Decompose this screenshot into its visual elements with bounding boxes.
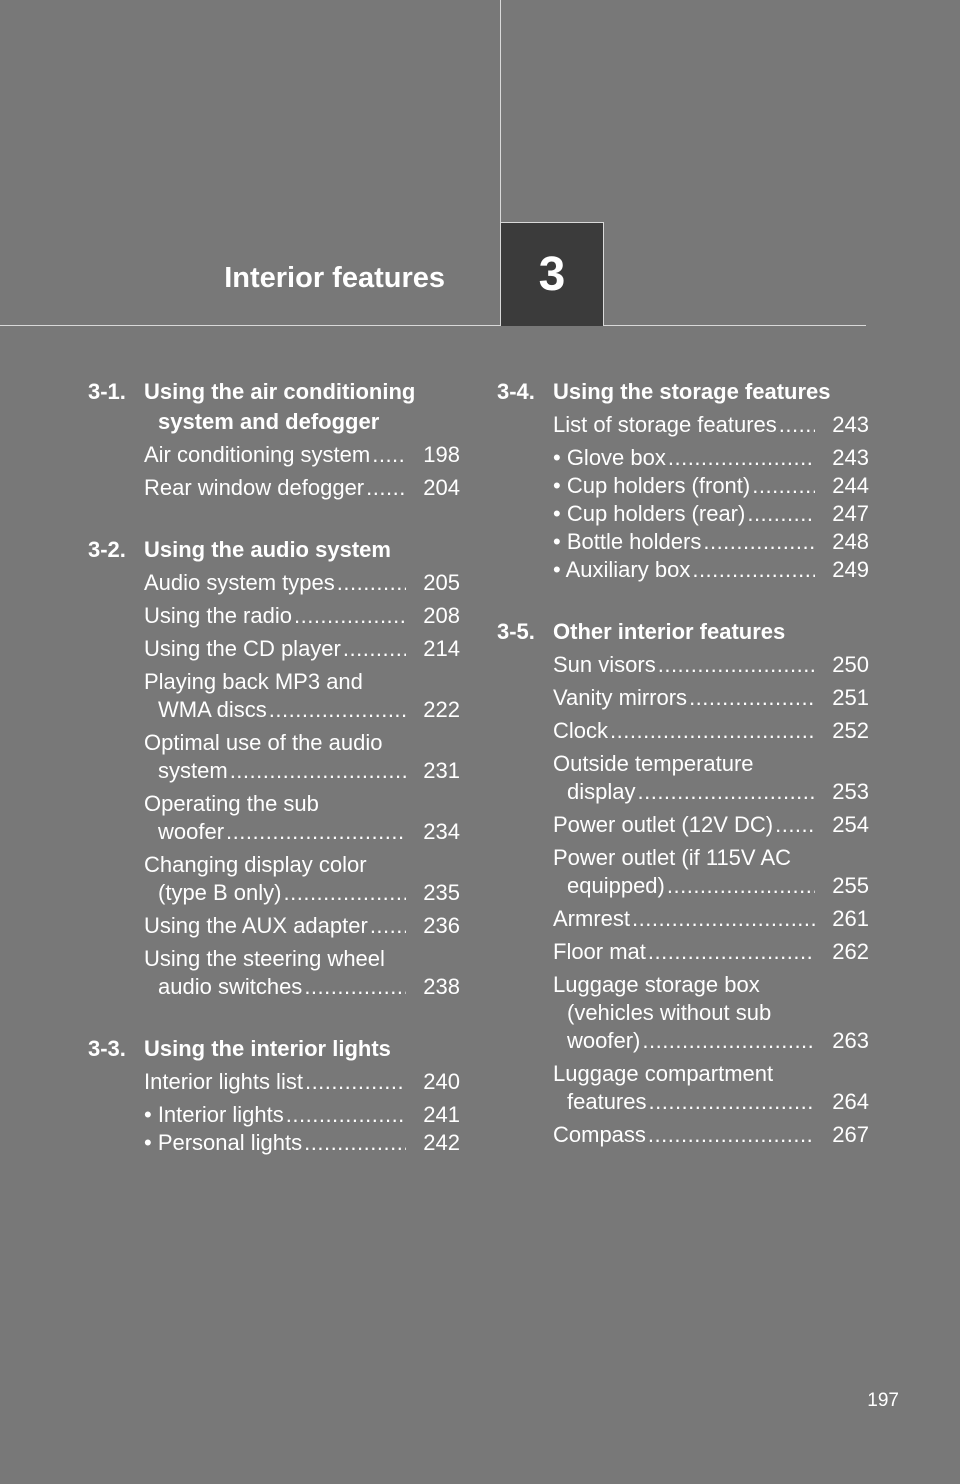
chapter-title: Interior features	[224, 262, 445, 294]
toc-entry[interactable]	[144, 790, 460, 846]
dot-leader	[366, 474, 406, 502]
toc-entry-page: 214	[423, 636, 460, 661]
toc-entry[interactable]	[144, 1129, 460, 1157]
toc-entry-line	[144, 879, 460, 907]
toc-entry-page: 198	[423, 442, 460, 467]
chapter-number: 3	[538, 248, 566, 301]
toc-entry-line	[144, 441, 460, 469]
toc-entry[interactable]	[553, 472, 869, 500]
dot-leader	[658, 651, 815, 679]
toc-entry-text: Audio system types	[144, 570, 335, 595]
toc-entry-page: 261	[832, 906, 869, 931]
toc-entry-line	[553, 872, 869, 900]
toc-entry-line	[144, 1129, 460, 1157]
toc-entry-line	[553, 905, 869, 933]
dot-leader	[286, 1101, 406, 1129]
toc-entry-line	[144, 1101, 460, 1129]
toc-entry-text: Sun visors	[553, 652, 656, 677]
toc-entry-line	[144, 729, 460, 757]
header-horizontal-rule	[0, 325, 866, 326]
toc-entry-text: Using the AUX adapter	[144, 913, 368, 938]
toc-entry-page: 249	[832, 557, 869, 582]
section-title-line: Using the interior lights	[144, 1036, 391, 1061]
toc-entry-line	[144, 602, 460, 630]
toc-entry-line	[144, 912, 460, 940]
toc-entry-text: Using the radio	[144, 603, 292, 628]
toc-entry[interactable]	[553, 444, 869, 472]
section-title	[553, 377, 869, 407]
toc-entry-text: Interior lights list	[144, 1069, 303, 1094]
toc-entry-text: Clock	[553, 718, 609, 743]
toc-entry[interactable]	[553, 750, 869, 806]
toc-entry-page: 231	[423, 758, 460, 783]
toc-entry-page: 241	[423, 1102, 460, 1127]
toc-entry-page: 254	[832, 812, 869, 837]
toc-entry[interactable]	[144, 945, 460, 1001]
toc-section	[88, 1034, 460, 1157]
toc-entry-line	[144, 973, 460, 1001]
dot-leader	[649, 1088, 816, 1116]
dot-leader	[632, 905, 815, 933]
toc-entry-page: 253	[832, 779, 869, 804]
toc-entry-line	[553, 411, 869, 439]
toc-entry-line	[144, 569, 460, 597]
toc-entry-line	[553, 778, 869, 806]
toc-entry-page: 244	[832, 473, 869, 498]
dot-leader	[747, 500, 815, 528]
toc-entry[interactable]	[144, 1068, 460, 1096]
toc-entry-text: Changing display color	[144, 852, 367, 877]
toc-column-right	[497, 377, 869, 1182]
dot-leader	[667, 872, 815, 900]
toc-entry-line	[553, 811, 869, 839]
toc-entry[interactable]	[553, 528, 869, 556]
toc-entry-text: system	[158, 758, 228, 783]
toc-entry-page: 243	[832, 445, 869, 470]
toc-section	[88, 377, 460, 502]
toc-entry-text: WMA discs	[158, 697, 267, 722]
toc-entry[interactable]	[553, 905, 869, 933]
toc-entry[interactable]	[553, 651, 869, 679]
toc-entry[interactable]	[144, 474, 460, 502]
toc-entry-text: (type B only)	[158, 880, 282, 905]
section-title-line: system and defogger	[158, 409, 380, 434]
dot-leader	[269, 696, 406, 724]
toc-entry-page: 208	[423, 603, 460, 628]
toc-entry-line	[553, 651, 869, 679]
toc-entry-line	[144, 757, 460, 785]
dot-leader	[668, 444, 815, 472]
toc-entry-text: Operating the sub	[144, 791, 319, 816]
toc-entry-page: 243	[832, 412, 869, 437]
toc-entry-line	[553, 844, 869, 872]
section-title	[144, 1034, 460, 1064]
toc-entry-page: 263	[832, 1028, 869, 1053]
toc-entry[interactable]	[553, 844, 869, 900]
toc-entry-text: Luggage compartment	[553, 1061, 774, 1086]
chapter-number-badge	[500, 222, 604, 326]
dot-leader	[648, 1121, 815, 1149]
toc-entry-line	[144, 696, 460, 724]
dot-leader	[642, 1027, 815, 1055]
toc-entry[interactable]	[144, 668, 460, 724]
toc-entry-line	[553, 971, 869, 999]
toc-entry-text: • Personal lights	[144, 1130, 303, 1155]
toc-entry-line	[553, 938, 869, 966]
section-heading	[88, 1034, 460, 1064]
toc-entry-line	[553, 1088, 869, 1116]
toc-entry-page: 250	[832, 652, 869, 677]
toc-entry-text: Armrest	[553, 906, 630, 931]
dot-leader	[775, 811, 815, 839]
dot-leader	[637, 778, 815, 806]
toc-entry-text: woofer	[158, 819, 225, 844]
toc-entry-text: • Glove box	[553, 445, 666, 470]
section-number: 3-3.	[88, 1036, 126, 1061]
toc-entry-text: Air conditioning system	[144, 442, 371, 467]
section-title	[144, 377, 460, 437]
toc-entry-line	[553, 500, 869, 528]
toc-column-left	[88, 377, 460, 1190]
section-title-line: Other interior features	[553, 619, 786, 644]
toc-entry-text: Floor mat	[553, 939, 646, 964]
toc-entry[interactable]	[144, 1101, 460, 1129]
toc-entry[interactable]	[144, 729, 460, 785]
toc-entry-page: 204	[423, 475, 460, 500]
section-number: 3-5.	[497, 619, 535, 644]
toc-entry-line	[553, 556, 869, 584]
toc-entry-page: 234	[423, 819, 460, 844]
toc-entry-page: 240	[423, 1069, 460, 1094]
section-heading	[497, 377, 869, 407]
dot-leader	[703, 528, 815, 556]
dot-leader	[343, 635, 406, 663]
toc-entry-page: 205	[423, 570, 460, 595]
toc-entry[interactable]	[553, 971, 869, 1055]
section-title	[553, 617, 869, 647]
dot-leader	[304, 973, 406, 1001]
toc-entry[interactable]	[144, 912, 460, 940]
section-number: 3-4.	[497, 379, 535, 404]
toc-entry[interactable]	[553, 717, 869, 745]
dot-leader	[226, 818, 406, 846]
dot-leader	[648, 938, 815, 966]
toc-entry-text: • Cup holders (front)	[553, 473, 751, 498]
dot-leader	[305, 1068, 406, 1096]
toc-entry-text: Outside temperature	[553, 751, 754, 776]
dot-leader	[337, 569, 406, 597]
page-number: 197	[867, 1390, 899, 1411]
toc-entry-text: Power outlet (12V DC)	[553, 812, 774, 837]
toc-entry-page: 252	[832, 718, 869, 743]
toc-entry-line	[553, 717, 869, 745]
toc-entry[interactable]	[553, 1121, 869, 1149]
toc-entry-text: • Auxiliary box	[553, 557, 691, 582]
toc-entry-page: 236	[423, 913, 460, 938]
section-heading	[497, 617, 869, 647]
toc-entry-page: 248	[832, 529, 869, 554]
toc-entry-line	[144, 635, 460, 663]
toc-entry-text: Power outlet (if 115V AC	[553, 845, 792, 870]
toc-entry-text: (vehicles without sub	[567, 1000, 772, 1025]
dot-leader	[689, 684, 815, 712]
toc-entry[interactable]	[144, 635, 460, 663]
section-number: 3-2.	[88, 537, 126, 562]
toc-entry-text: features	[567, 1089, 647, 1114]
toc-entry-text: Rear window defogger	[144, 475, 365, 500]
toc-entry-page: 247	[832, 501, 869, 526]
toc-entry-text: • Interior lights	[144, 1102, 284, 1127]
toc-entry[interactable]	[144, 602, 460, 630]
section-title	[144, 535, 460, 565]
toc-entry-line	[144, 851, 460, 879]
toc-entry-page: 251	[832, 685, 869, 710]
toc-entry-text: • Cup holders (rear)	[553, 501, 746, 526]
toc-entry-page: 255	[832, 873, 869, 898]
toc-entry-line	[144, 474, 460, 502]
toc-entry[interactable]	[144, 851, 460, 907]
dot-leader	[294, 602, 406, 630]
toc-entry-page: 262	[832, 939, 869, 964]
toc-entry-page: 242	[423, 1130, 460, 1155]
toc-entry-page: 238	[423, 974, 460, 999]
toc-entry-list	[144, 569, 460, 1001]
toc-entry-page: 222	[423, 697, 460, 722]
toc-entry-text: display	[567, 779, 636, 804]
dot-leader	[230, 757, 406, 785]
toc-entry-line	[144, 945, 460, 973]
dot-leader	[610, 717, 815, 745]
toc-entry-line	[553, 1027, 869, 1055]
dot-leader	[284, 879, 407, 907]
toc-entry-text: Compass	[553, 1122, 646, 1147]
toc-entry[interactable]	[553, 938, 869, 966]
section-heading	[88, 535, 460, 565]
toc-entry-page: 264	[832, 1089, 869, 1114]
toc-entry-list	[553, 411, 869, 584]
dot-leader	[304, 1129, 406, 1157]
toc-entry-text: Optimal use of the audio	[144, 730, 383, 755]
toc-entry-text: Vanity mirrors	[553, 685, 688, 710]
dot-leader	[752, 472, 815, 500]
toc-entry[interactable]	[553, 684, 869, 712]
section-title-line: Using the storage features	[553, 379, 831, 404]
toc-entry-text: woofer)	[567, 1028, 641, 1053]
toc-entry-line	[553, 999, 869, 1027]
toc-entry-line	[553, 684, 869, 712]
toc-entry-text: equipped)	[567, 873, 665, 898]
toc-entry[interactable]	[144, 569, 460, 597]
toc-entry-line	[553, 750, 869, 778]
toc-entry-line	[553, 1121, 869, 1149]
toc-entry[interactable]	[553, 1060, 869, 1116]
toc-entry-list	[144, 441, 460, 502]
toc-section	[497, 377, 869, 584]
dot-leader	[372, 441, 406, 469]
dot-leader	[370, 912, 406, 940]
toc-entry-line	[553, 472, 869, 500]
dot-leader	[692, 556, 815, 584]
toc-entry-page: 235	[423, 880, 460, 905]
toc-entry-text: Playing back MP3 and	[144, 669, 363, 694]
section-title-line: Using the air conditioning	[144, 379, 416, 404]
toc-entry-line	[144, 790, 460, 818]
toc-entry-text: Using the steering wheel	[144, 946, 385, 971]
toc-entry-line	[553, 528, 869, 556]
toc-entry[interactable]	[553, 556, 869, 584]
toc-section	[88, 535, 460, 1001]
toc-entry[interactable]	[553, 811, 869, 839]
toc-entry-text: audio switches	[158, 974, 303, 999]
toc-entry-line	[144, 1068, 460, 1096]
toc-entry-text: Luggage storage box	[553, 972, 760, 997]
toc-entry-list	[553, 651, 869, 1149]
toc-entry[interactable]	[553, 411, 869, 439]
dot-leader	[779, 411, 815, 439]
toc-entry-text: • Bottle holders	[553, 529, 702, 554]
toc-entry-line	[144, 668, 460, 696]
toc-entry-line	[144, 818, 460, 846]
toc-section	[497, 617, 869, 1149]
section-heading	[88, 377, 460, 437]
toc-entry-list	[144, 1068, 460, 1157]
toc-entry-line	[553, 444, 869, 472]
toc-entry-line	[553, 1060, 869, 1088]
toc-entry[interactable]	[553, 500, 869, 528]
toc-entry-page: 267	[832, 1122, 869, 1147]
toc-entry-text: List of storage features	[553, 412, 777, 437]
section-number: 3-1.	[88, 379, 126, 404]
section-title-line: Using the audio system	[144, 537, 391, 562]
toc-entry[interactable]	[144, 441, 460, 469]
toc-entry-text: Using the CD player	[144, 636, 341, 661]
